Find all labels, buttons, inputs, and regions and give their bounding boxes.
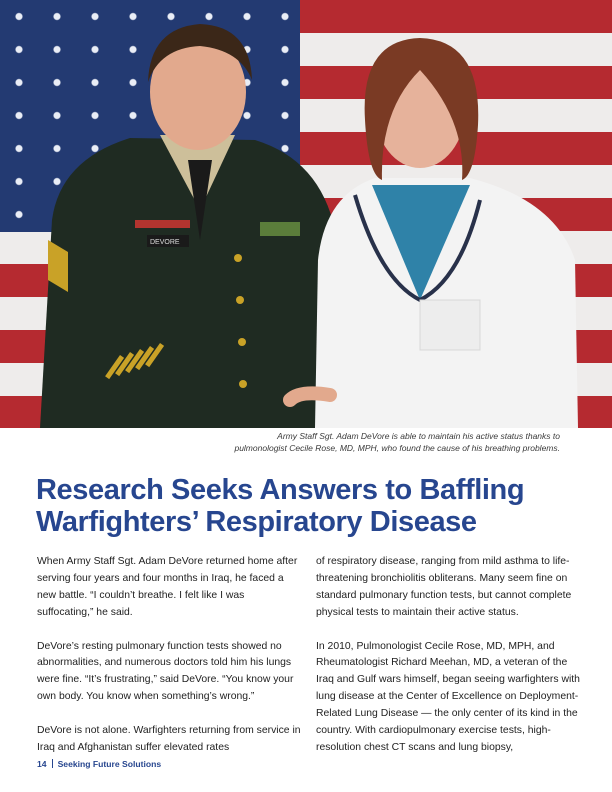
paragraph: When Army Staff Sgt. Adam DeVore returned home after serving four years and four months in Iraq, he faced a new battle. “I couldn’t breathe. I felt like I was suffocating,” he said. xyxy=(37,556,298,618)
paragraph: DeVore is not alone. Warfighters returning from service in Iraq and Afghanistan suffer elevated rates xyxy=(37,725,301,753)
page-footer xyxy=(37,759,161,769)
article-title xyxy=(36,474,596,538)
footer-divider xyxy=(52,759,53,768)
caption-line-1: Army Staff Sgt. Adam DeVore is able to maintain his active status thanks to xyxy=(277,431,560,441)
title-line-2: Warfighters’ Respiratory Disease xyxy=(36,506,477,538)
body-column-left xyxy=(37,554,303,774)
name-tag: DEVORE xyxy=(150,239,180,246)
section-name: Seeking Future Solutions xyxy=(57,759,162,769)
body-column-right xyxy=(316,554,582,774)
soldier-figure xyxy=(40,24,345,428)
paragraph: of respiratory disease, ranging from mild asthma to life-threatening bronchiolitis obliterans. Many seem fine on standard pulmonary function tests, but cannot complete physical tests to maintain their active status. xyxy=(316,556,572,618)
page-number: 14 xyxy=(37,759,47,769)
photo-caption xyxy=(140,431,560,454)
paragraph: In 2010, Pulmonologist Cecile Rose, MD, MPH, and Rheumatologist Richard Meehan, MD, a veteran of the Iraq and Gulf wars himself, began seeing warfighters with lung disease at the Center of Excellence on Deployment-Related Lung Disease — the only center of its kind in the country. With cardiopulmonary exercise tests, high-resolution chest CT scans and lung biopsy, xyxy=(316,640,580,753)
doctor-figure xyxy=(290,38,578,428)
title-line-1: Research Seeks Answers to Baffling xyxy=(36,474,525,506)
caption-line-2: pulmonologist Cecile Rose, MD, MPH, who found the cause of his breathing problems. xyxy=(234,442,560,453)
paragraph: DeVore’s resting pulmonary function tests showed no abnormalities, and numerous doctors told him his lungs were fine. “It’s frustrating,” said DeVore. “You know your own body. You know when something’s wrong.” xyxy=(37,640,294,703)
